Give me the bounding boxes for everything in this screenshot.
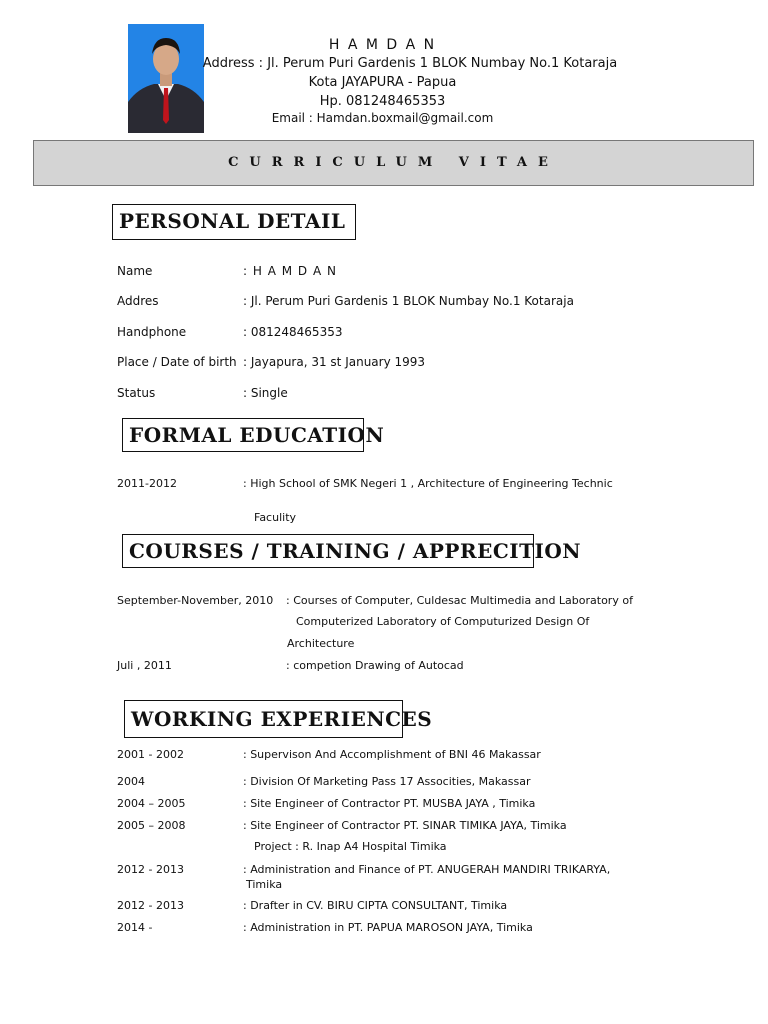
personal-label-name: Name	[117, 264, 153, 278]
course-text-1a: : Courses of Computer, Culdesac Multimedia and Laboratory of	[286, 594, 633, 607]
header-phone: Hp. 081248465353	[319, 94, 446, 109]
work-year-3: 2004 – 2005	[117, 797, 186, 810]
personal-value-handphone: : 081248465353	[243, 325, 343, 339]
person-portrait-icon	[128, 24, 204, 133]
courses-heading-box	[122, 534, 582, 568]
header-address-line1: Address : Jl. Perum Puri Gardenis 1 BLOK Numbay No.1 Kotaraja	[202, 56, 618, 71]
work-year-5: 2012 - 2013	[117, 863, 184, 876]
course-text-1c: Architecture	[287, 637, 355, 650]
personal-label-birth: Place / Date of birth	[117, 355, 237, 369]
work-year-7: 2014 -	[117, 921, 153, 934]
header-name: H A M D A N	[328, 37, 437, 53]
header-email: Email : Hamdan.boxmail@gmail.com	[271, 111, 494, 125]
work-project-line: Project : R. Inap A4 Hospital Timika	[254, 840, 447, 853]
work-text-2: : Division Of Marketing Pass 17 Associties, Makassar	[243, 775, 531, 788]
work-text-6: : Drafter in CV. BIRU CIPTA CONSULTANT, Timika	[243, 899, 508, 912]
formal-education-heading: FORMAL EDUCATION	[129, 423, 385, 447]
curriculum-vitae-banner	[33, 140, 754, 186]
personal-value-birth: : Jayapura, 31 st January 1993	[243, 355, 426, 369]
work-text-5-cont: Timika	[246, 878, 283, 891]
personal-value-name: : H A M D A N	[243, 264, 337, 278]
education-line1: : High School of SMK Negeri 1 , Architecture of Engineering Technic	[243, 477, 613, 490]
work-year-6: 2012 - 2013	[117, 899, 184, 912]
working-experiences-heading-box	[124, 700, 433, 738]
education-line2: Faculity	[254, 511, 297, 524]
personal-detail-heading-box	[112, 204, 356, 240]
personal-label-handphone: Handphone	[117, 325, 187, 339]
personal-detail-heading: PERSONAL DETAIL	[119, 209, 346, 233]
working-experiences-heading: WORKING EXPERIENCES	[131, 707, 433, 731]
profile-photo	[128, 24, 204, 133]
personal-label-status: Status	[117, 386, 156, 400]
course-text-2: : competion Drawing of Autocad	[286, 659, 464, 672]
course-date-1: September-November, 2010	[117, 594, 274, 607]
work-text-4: : Site Engineer of Contractor PT. SINAR TIMIKA JAYA, Timika	[243, 819, 567, 832]
work-year-4: 2005 – 2008	[117, 819, 186, 832]
personal-value-status: : Single	[243, 386, 288, 400]
work-text-3: : Site Engineer of Contractor PT. MUSBA JAYA , Timika	[243, 797, 536, 810]
education-year: 2011-2012	[117, 477, 177, 490]
course-text-1b: Computerized Laboratory of Computurized Design Of	[296, 615, 590, 628]
work-year-2: 2004	[117, 775, 145, 788]
personal-value-address: : Jl. Perum Puri Gardenis 1 BLOK Numbay No.1 Kotaraja	[243, 294, 574, 308]
work-text-7: : Administration in PT. PAPUA MAROSON JAYA, Timika	[243, 921, 533, 934]
courses-heading: COURSES / TRAINING / APPRECITION	[129, 539, 582, 563]
banner-title: CURRICULUM VITAE	[228, 155, 559, 170]
formal-education-heading-box	[122, 418, 385, 452]
work-text-5: : Administration and Finance of PT. ANUGERAH MANDIRI TRIKARYA,	[243, 863, 611, 876]
course-date-2: Juli , 2011	[117, 659, 172, 672]
personal-label-address: Addres	[117, 294, 159, 308]
work-year-1: 2001 - 2002	[117, 748, 184, 761]
work-text-1: : Supervison And Accomplishment of BNI 46 Makassar	[243, 748, 541, 761]
header-address-line2: Kota JAYAPURA - Papua	[308, 75, 457, 90]
